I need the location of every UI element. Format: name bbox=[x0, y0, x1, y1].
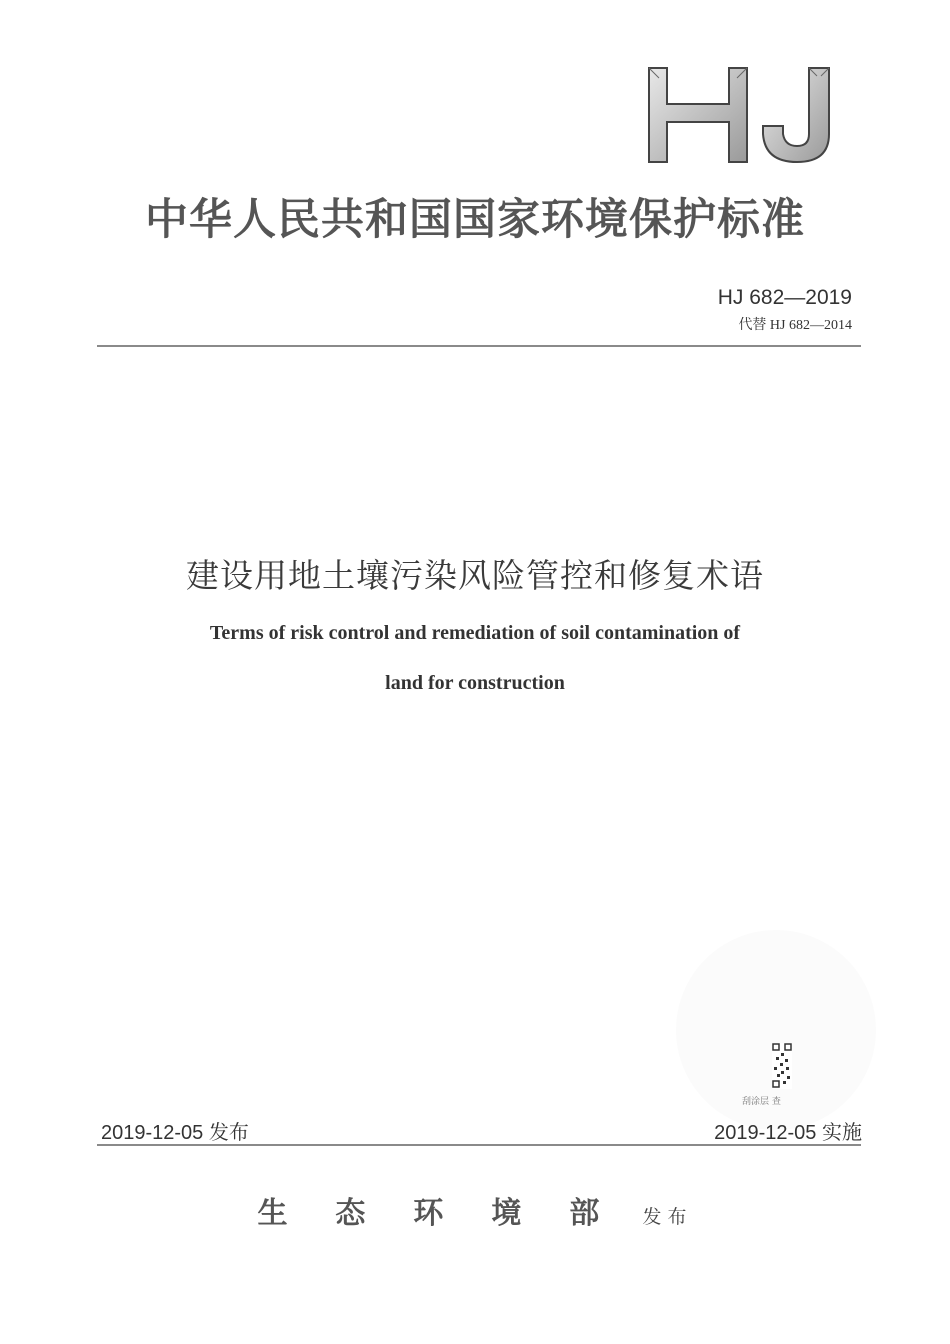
document-title-en-line1: Terms of risk control and remediation of soil contamination of bbox=[209, 622, 741, 644]
header-divider bbox=[97, 345, 861, 347]
issue-date: 2019-12-05 发布 bbox=[101, 1122, 249, 1144]
document-title-en-line2: land for construction bbox=[385, 672, 565, 694]
document-title-cn: 建设用地土壤污染风险管控和修复术语 bbox=[186, 556, 764, 595]
publisher-name: 生态环境部 bbox=[257, 1196, 648, 1231]
publisher-line bbox=[0, 1188, 950, 1232]
replaces-code: 代替 HJ 682—2014 bbox=[738, 318, 852, 333]
implement-date: 2019-12-05 实施 bbox=[714, 1122, 862, 1144]
standard-series-title: 中华人民共和国国家环境保护标准 bbox=[145, 195, 805, 245]
qr-code-icon bbox=[772, 1043, 792, 1089]
footer-divider bbox=[97, 1144, 861, 1146]
standard-code: HJ 682—2019 bbox=[717, 286, 852, 309]
hj-logo bbox=[645, 64, 837, 166]
qr-caption: 刮涂层 查 bbox=[742, 1097, 781, 1107]
publisher-verb: 发布 bbox=[642, 1206, 693, 1228]
